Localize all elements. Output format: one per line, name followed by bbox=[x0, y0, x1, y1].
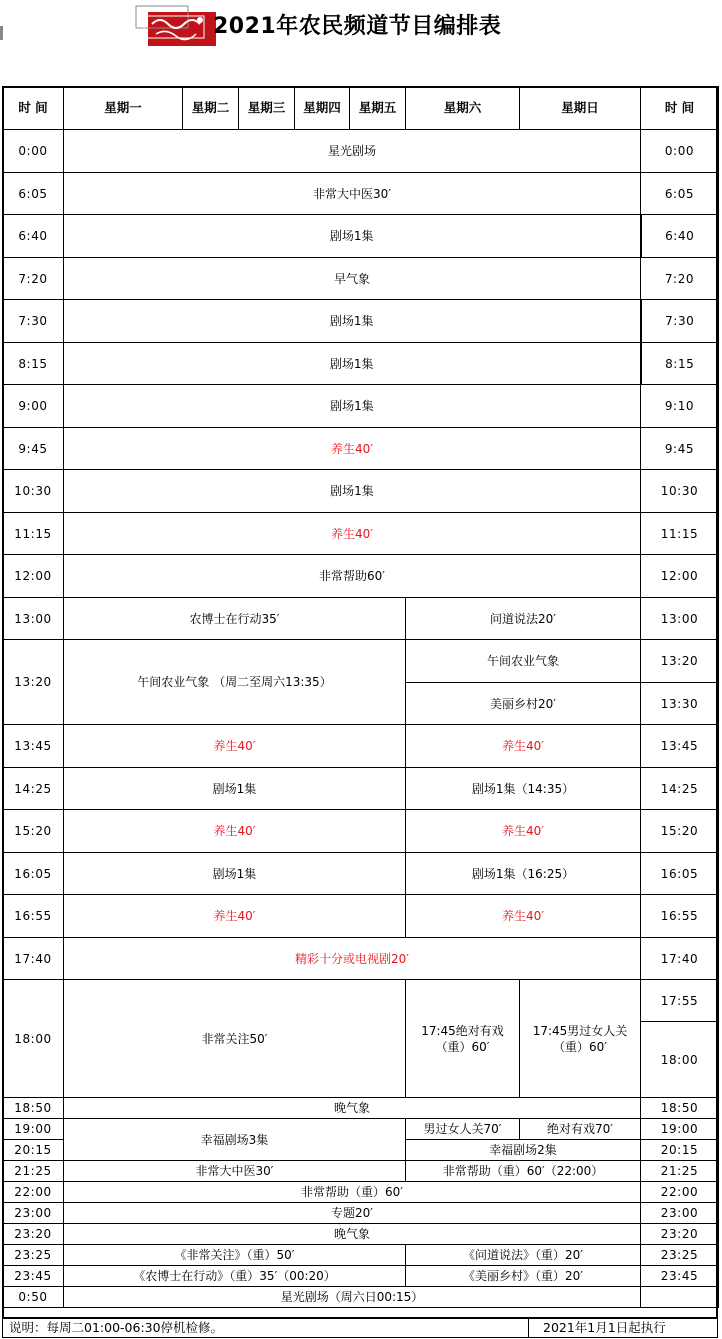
time-cell-right: 9:10 bbox=[641, 385, 719, 428]
time-cell-right: 19:00 bbox=[641, 1119, 719, 1140]
time-cell-right: 23:20 bbox=[641, 1224, 719, 1245]
time-cell: 10:30 bbox=[3, 470, 64, 513]
weekday-program-cell: 养生40′ bbox=[64, 725, 406, 768]
program-cell: 剧场1集 bbox=[64, 300, 641, 343]
table-row bbox=[3, 258, 719, 300]
weekday-program-cell: 剧场1集 bbox=[64, 768, 406, 810]
time-cell: 6:40 bbox=[3, 215, 64, 258]
weekend-program-cell: 养生40′ bbox=[406, 725, 641, 768]
table-row bbox=[3, 938, 719, 980]
time-cell: 23:00 bbox=[3, 1203, 64, 1224]
time-cell-right: 18:00 bbox=[641, 1022, 719, 1098]
page-title: 2021年农民频道节目编排表 bbox=[213, 14, 502, 39]
time-cell: 16:05 bbox=[3, 853, 64, 895]
time-cell-right: 10:30 bbox=[641, 470, 719, 513]
table-row bbox=[3, 810, 719, 853]
table-row bbox=[3, 1119, 719, 1140]
time-cell-right: 23:00 bbox=[641, 1203, 719, 1224]
weekend-program-cell: 美丽乡村20′ bbox=[406, 683, 641, 725]
header-row bbox=[3, 87, 719, 130]
program-cell: 剧场1集 bbox=[64, 470, 641, 513]
weekend-program-cell: 午间农业气象 bbox=[406, 640, 641, 683]
table-row bbox=[3, 555, 719, 598]
time-cell-right: 8:15 bbox=[641, 343, 719, 385]
time-cell: 17:40 bbox=[3, 938, 64, 980]
time-cell-right: 0:00 bbox=[641, 130, 719, 173]
time-cell: 18:50 bbox=[3, 1098, 64, 1119]
program-cell: 星光剧场 bbox=[64, 130, 641, 173]
footer-note bbox=[2, 1319, 718, 1338]
weekend-program-cell: 非常帮助（重）60′（22:00） bbox=[406, 1161, 641, 1182]
weekend-program-cell: 幸福剧场2集 bbox=[406, 1140, 641, 1161]
time-cell: 18:00 bbox=[3, 980, 64, 1098]
title-area bbox=[0, 0, 722, 50]
program-cell: 晚气象 bbox=[64, 1098, 641, 1119]
weekend-program-cell: 养生40′ bbox=[406, 810, 641, 853]
table-row bbox=[3, 768, 719, 810]
time-cell-right: 23:45 bbox=[641, 1266, 719, 1287]
saturday-program-cell: 男过女人关70′ bbox=[406, 1119, 520, 1140]
time-cell-right: 16:05 bbox=[641, 853, 719, 895]
time-cell-right: 14:25 bbox=[641, 768, 719, 810]
time-cell: 19:00 bbox=[3, 1119, 64, 1140]
table-row bbox=[3, 895, 719, 938]
weekday-program-cell: 养生40′ bbox=[64, 810, 406, 853]
weekday-program-cell: 幸福剧场3集 bbox=[64, 1119, 406, 1161]
table-row bbox=[3, 470, 719, 513]
program-cell: 养生40′ bbox=[64, 513, 641, 555]
edge-mark bbox=[0, 26, 3, 40]
table-row bbox=[3, 385, 719, 428]
program-cell: 星光剧场（周六日00:15） bbox=[64, 1287, 641, 1308]
time-cell: 13:00 bbox=[3, 598, 64, 640]
time-cell-right: 21:25 bbox=[641, 1161, 719, 1182]
weekday-program-cell: 养生40′ bbox=[64, 895, 406, 938]
time-cell: 13:20 bbox=[3, 640, 64, 725]
header-day-mon: 星期一 bbox=[64, 87, 183, 130]
weekend-program-cell: 养生40′ bbox=[406, 895, 641, 938]
time-cell-right: 17:40 bbox=[641, 938, 719, 980]
time-cell-right: 7:20 bbox=[641, 258, 719, 300]
weekday-program-cell: 非常大中医30′ bbox=[64, 1161, 406, 1182]
program-cell: 晚气象 bbox=[64, 1224, 641, 1245]
time-cell: 9:45 bbox=[3, 428, 64, 470]
time-cell: 15:20 bbox=[3, 810, 64, 853]
table-row bbox=[3, 173, 719, 215]
time-cell: 13:45 bbox=[3, 725, 64, 768]
table-row bbox=[3, 598, 719, 640]
time-cell: 23:25 bbox=[3, 1245, 64, 1266]
time-cell-right: 13:20 bbox=[641, 640, 719, 683]
table-row bbox=[3, 1245, 719, 1266]
program-cell: 专题20′ bbox=[64, 1203, 641, 1224]
time-cell-right-empty bbox=[641, 1287, 719, 1308]
program-cell: 非常帮助60′ bbox=[64, 555, 641, 598]
program-cell: 早气象 bbox=[64, 258, 641, 300]
header-day-tue: 星期二 bbox=[183, 87, 239, 130]
weekend-program-cell: 《美丽乡村》（重）20′ bbox=[406, 1266, 641, 1287]
time-cell-right: 9:45 bbox=[641, 428, 719, 470]
time-cell: 11:15 bbox=[3, 513, 64, 555]
time-cell-right: 23:25 bbox=[641, 1245, 719, 1266]
table-row bbox=[3, 1182, 719, 1203]
table-row bbox=[3, 1203, 719, 1224]
time-cell: 23:20 bbox=[3, 1224, 64, 1245]
table-row bbox=[3, 1224, 719, 1245]
program-cell: 非常大中医30′ bbox=[64, 173, 641, 215]
time-cell: 16:55 bbox=[3, 895, 64, 938]
header-day-sun: 星期日 bbox=[520, 87, 641, 130]
time-cell-right: 6:40 bbox=[641, 215, 719, 258]
time-cell-right: 12:00 bbox=[641, 555, 719, 598]
table-row bbox=[3, 1266, 719, 1287]
time-cell-right: 16:55 bbox=[641, 895, 719, 938]
time-cell-right: 17:55 bbox=[641, 980, 719, 1022]
time-cell: 7:30 bbox=[3, 300, 64, 343]
time-cell: 8:15 bbox=[3, 343, 64, 385]
table-row bbox=[3, 725, 719, 768]
program-cell: 非常帮助（重）60′ bbox=[64, 1182, 641, 1203]
schedule-table bbox=[2, 86, 719, 1308]
weekend-program-cell: 剧场1集（16:25） bbox=[406, 853, 641, 895]
table-row bbox=[3, 640, 719, 683]
weekday-program-cell: 午间农业气象 （周二至周六13:35） bbox=[64, 640, 406, 725]
program-cell: 剧场1集 bbox=[64, 215, 641, 258]
time-cell-right: 22:00 bbox=[641, 1182, 719, 1203]
time-cell: 23:45 bbox=[3, 1266, 64, 1287]
table-row bbox=[3, 343, 719, 385]
program-cell: 剧场1集 bbox=[64, 385, 641, 428]
time-cell-right: 20:15 bbox=[641, 1140, 719, 1161]
time-cell-right: 13:00 bbox=[641, 598, 719, 640]
weekend-program-cell: 《问道说法》（重）20′ bbox=[406, 1245, 641, 1266]
weekday-program-cell: 非常关注50′ bbox=[64, 980, 406, 1098]
header-day-fri: 星期五 bbox=[350, 87, 406, 130]
weekday-program-cell: 《非常关注》（重）50′ bbox=[64, 1245, 406, 1266]
header-time-right: 时 间 bbox=[641, 87, 719, 130]
seal-stamp-icon bbox=[130, 2, 220, 48]
time-cell: 22:00 bbox=[3, 1182, 64, 1203]
table-row bbox=[3, 1098, 719, 1119]
table-row bbox=[3, 428, 719, 470]
time-cell-right: 6:05 bbox=[641, 173, 719, 215]
table-row bbox=[3, 513, 719, 555]
header-day-thu: 星期四 bbox=[295, 87, 350, 130]
table-row bbox=[3, 853, 719, 895]
table-row bbox=[3, 1287, 719, 1308]
program-cell: 精彩十分或电视剧20′ bbox=[64, 938, 641, 980]
program-cell: 剧场1集 bbox=[64, 343, 641, 385]
time-cell-right: 13:30 bbox=[641, 683, 719, 725]
time-cell: 0:00 bbox=[3, 130, 64, 173]
effective-date: 2021年1月1日起执行 bbox=[528, 1319, 717, 1337]
program-cell: 养生40′ bbox=[64, 428, 641, 470]
time-cell: 6:05 bbox=[3, 173, 64, 215]
saturday-program-cell: 17:45绝对有戏（重）60′ bbox=[406, 980, 520, 1098]
time-cell: 14:25 bbox=[3, 768, 64, 810]
table-row bbox=[3, 980, 719, 1022]
time-cell: 9:00 bbox=[3, 385, 64, 428]
table-row bbox=[3, 215, 719, 258]
time-cell-right: 15:20 bbox=[641, 810, 719, 853]
time-cell: 12:00 bbox=[3, 555, 64, 598]
weekday-program-cell: 剧场1集 bbox=[64, 853, 406, 895]
time-cell: 7:20 bbox=[3, 258, 64, 300]
time-cell: 21:25 bbox=[3, 1161, 64, 1182]
sunday-program-cell: 绝对有戏70′ bbox=[520, 1119, 641, 1140]
time-cell-right: 7:30 bbox=[641, 300, 719, 343]
time-cell-right: 11:15 bbox=[641, 513, 719, 555]
time-cell-right: 13:45 bbox=[641, 725, 719, 768]
maintenance-note: 说明：每周二01:00-06:30停机检修。 bbox=[9, 1320, 224, 1335]
weekday-program-cell: 农博士在行动35′ bbox=[64, 598, 406, 640]
time-cell-right: 18:50 bbox=[641, 1098, 719, 1119]
time-cell: 0:50 bbox=[3, 1287, 64, 1308]
weekend-program-cell: 剧场1集（14:35） bbox=[406, 768, 641, 810]
weekend-program-cell: 问道说法20′ bbox=[406, 598, 641, 640]
weekday-program-cell: 《农博士在行动》（重）35′（00:20） bbox=[64, 1266, 406, 1287]
table-row bbox=[3, 1161, 719, 1182]
table-row bbox=[3, 300, 719, 343]
table-row bbox=[3, 130, 719, 173]
sunday-program-cell: 17:45男过女人关（重）60′ bbox=[520, 980, 641, 1098]
time-cell: 20:15 bbox=[3, 1140, 64, 1161]
header-day-wed: 星期三 bbox=[239, 87, 295, 130]
header-time-left: 时 间 bbox=[3, 87, 64, 130]
header-day-sat: 星期六 bbox=[406, 87, 520, 130]
